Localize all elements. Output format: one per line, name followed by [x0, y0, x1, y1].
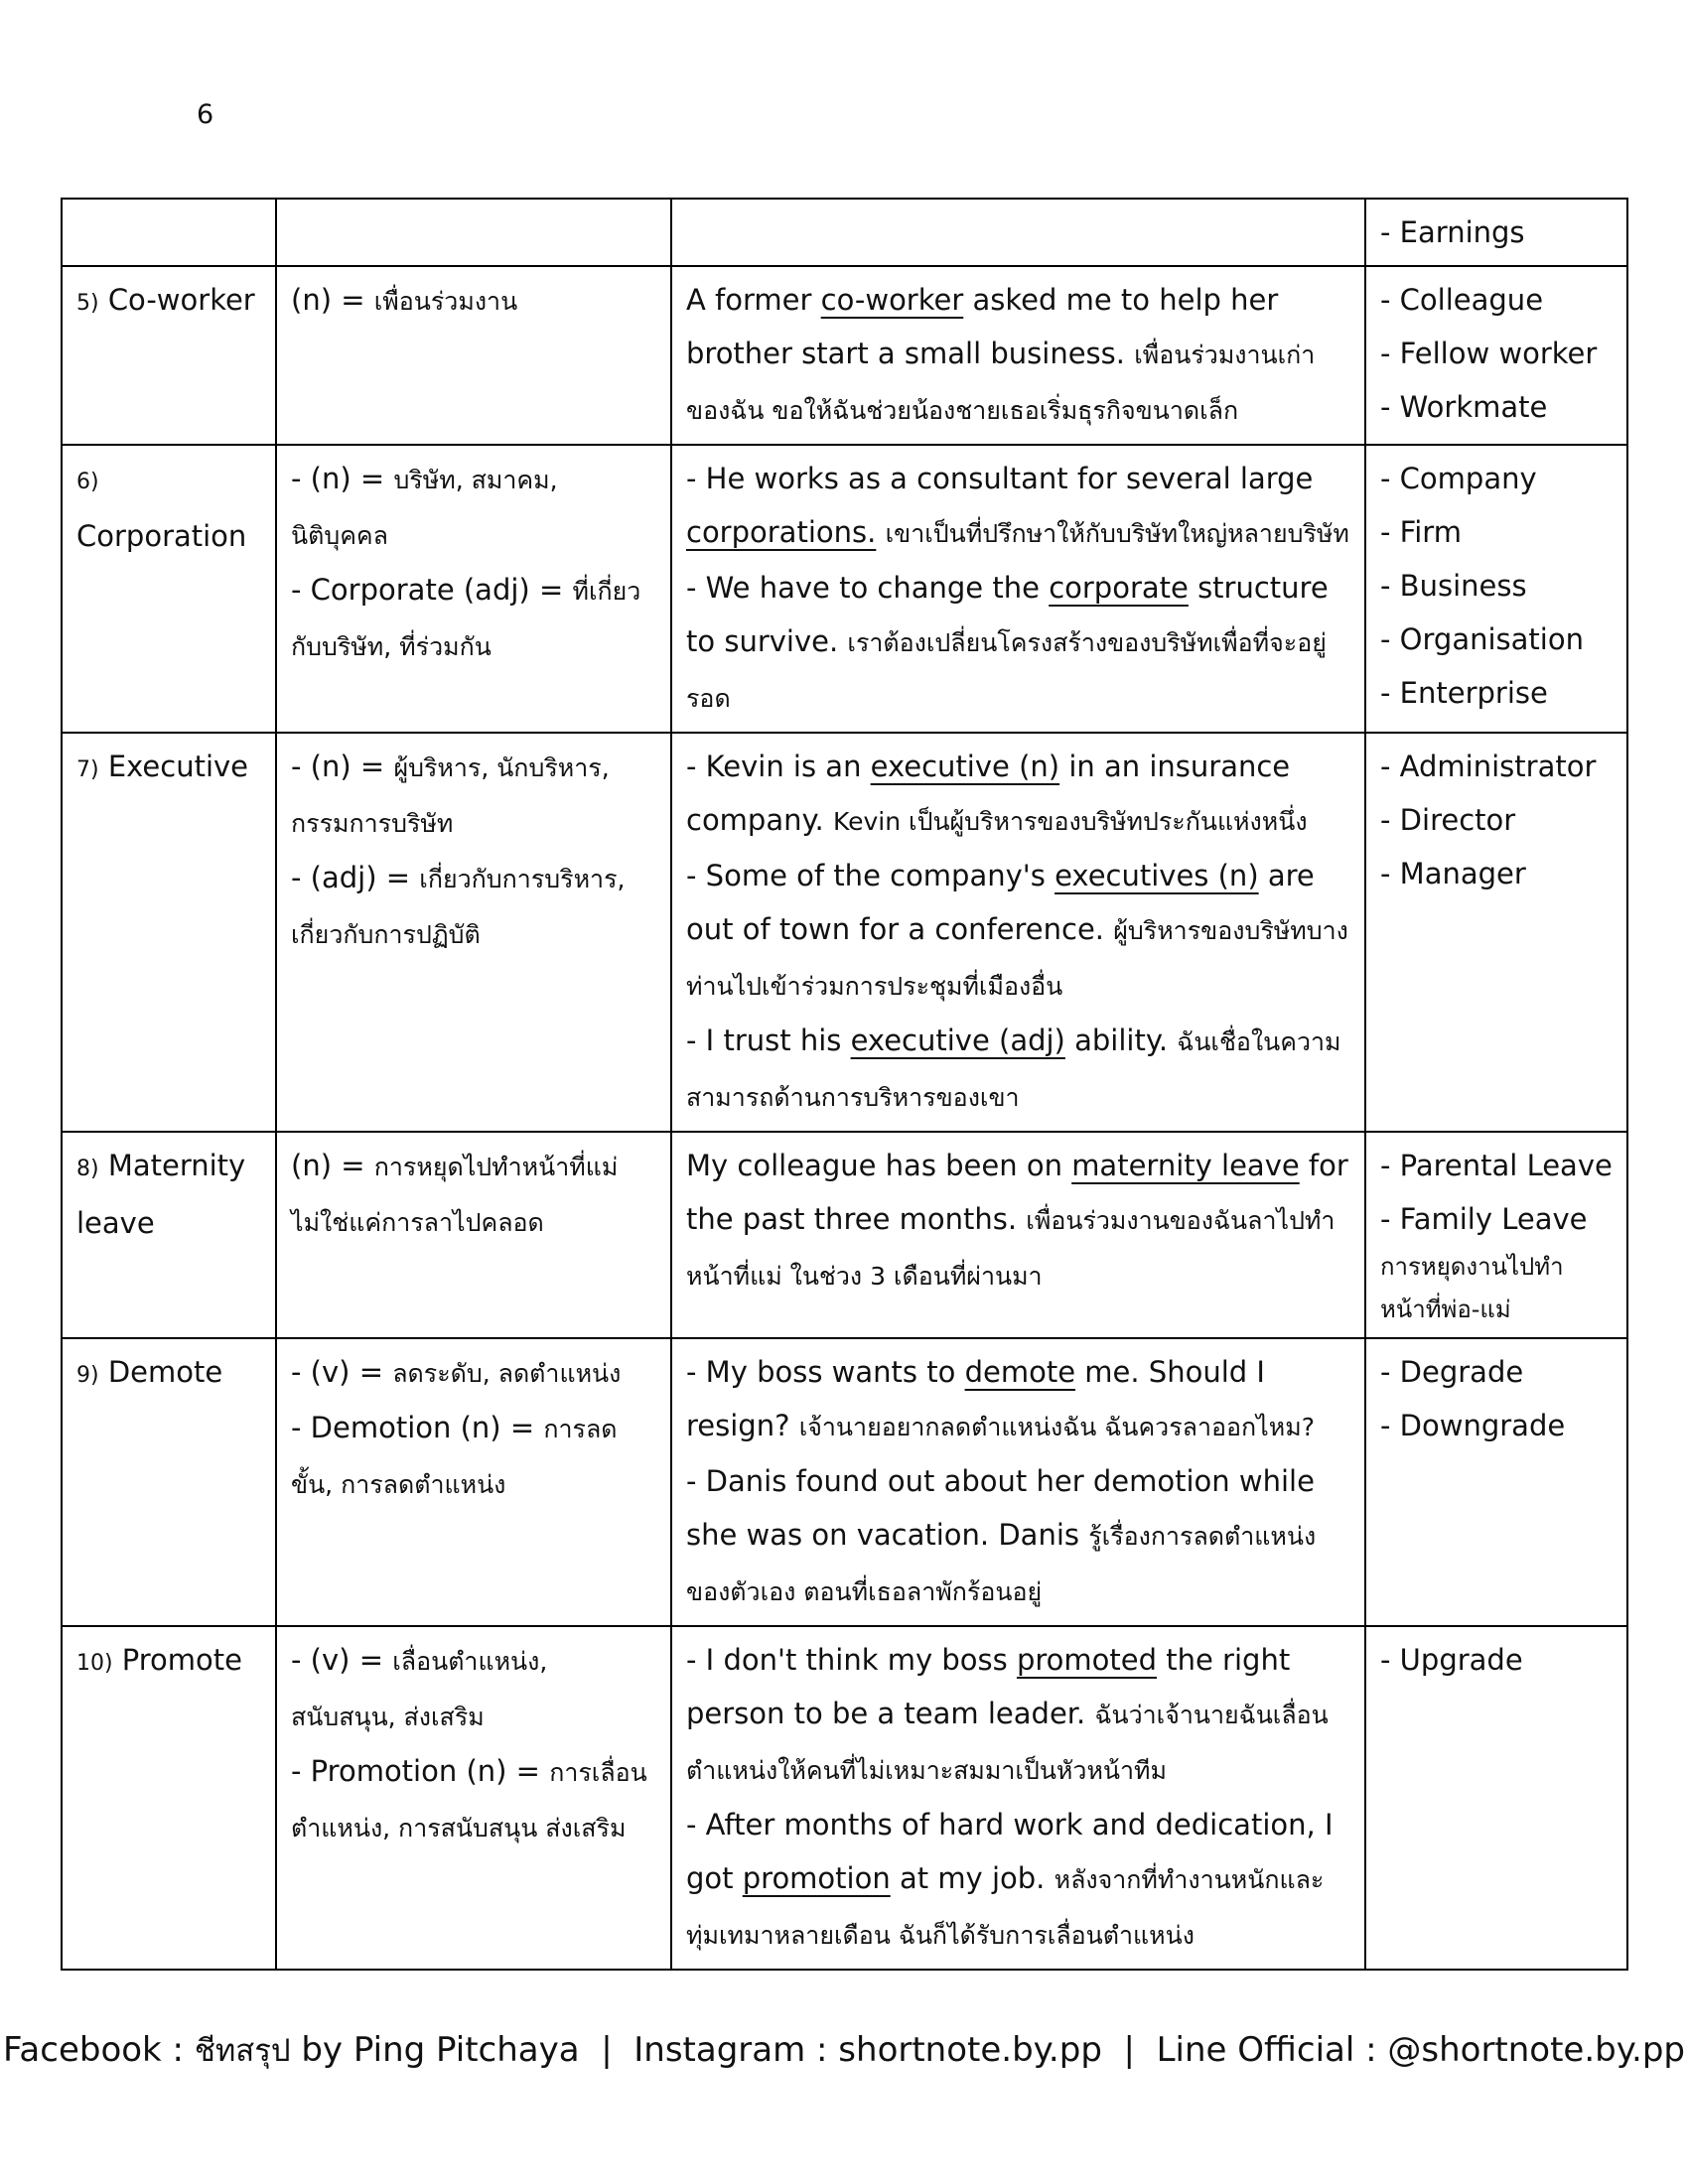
example-thai: เจ้านายอยากลดตำแหน่งฉัน ฉันควรลาออกไหม?: [798, 1413, 1315, 1441]
term-cell: [62, 1338, 276, 1626]
synonym-item: - Director: [1380, 803, 1516, 837]
synonym-item: - Downgrade: [1380, 1409, 1566, 1442]
table-row: [62, 733, 1627, 1132]
synonym-item: - Degrade: [1380, 1355, 1524, 1389]
example-underlined-term: corporate: [1049, 571, 1189, 605]
example-text: - I trust his: [686, 1024, 851, 1057]
table-row: [62, 199, 1627, 266]
example-sentence: [686, 273, 1350, 438]
example-sentence: [686, 452, 1350, 561]
synonym-item: - Parental Leave: [1380, 1149, 1613, 1182]
example-cell: [671, 199, 1365, 266]
definition-line: [291, 563, 656, 674]
definition-cell: [276, 1626, 671, 1970]
example-underlined-term: maternity leave: [1071, 1149, 1300, 1182]
synonyms-cell: [1365, 733, 1627, 1132]
example-thai: เพื่อนร่วมงานของฉันลาไปทำหน้าที่แม่ ในช่วง 3 เดือนที่ผ่านมา: [686, 1206, 1336, 1291]
synonym-item: - Upgrade: [1380, 1643, 1523, 1677]
synonym-thai-note: การหยุดงานไปทำหน้าที่พ่อ-แม่: [1380, 1253, 1564, 1323]
example-text-end: ability.: [1064, 1024, 1169, 1057]
example-underlined-term: executives (n): [1055, 859, 1259, 892]
term-number: 8): [76, 1157, 99, 1181]
synonym-item: - Organisation: [1380, 622, 1584, 656]
example-text: - Some of the company's: [686, 859, 1055, 892]
example-thai: เพื่อนร่วมงานเก่าของฉัน ขอให้ฉันช่วยน้องชายเธอเริ่มธุรกิจขนาดเล็ก: [686, 341, 1316, 425]
example-text: - After months of hard work and dedication, I got: [686, 1808, 1334, 1895]
synonyms-cell: [1365, 1338, 1627, 1626]
definition-en: - (adj) =: [291, 861, 420, 894]
example-text-end: me. Should I resign?: [686, 1355, 1265, 1442]
definition-thai: ผู้บริหาร, นักบริหาร, กรรมการบริษัท: [291, 753, 610, 838]
example-text: - He works as a consultant for several large: [686, 462, 1314, 495]
definition-cell: [276, 1132, 671, 1338]
definition-en: - (v) =: [291, 1643, 393, 1677]
term-number: 10): [76, 1651, 113, 1676]
example-thai: ฉันว่าเจ้านายฉันเลื่อนตำแหน่งให้คนที่ไม่เหมาะสมมาเป็นหัวหน้าทีม: [686, 1701, 1329, 1785]
example-underlined-term: corporations.: [686, 515, 877, 549]
definition-line: [291, 452, 656, 563]
definition-thai: ที่เกี่ยวกับบริษัท, ที่ร่วมกัน: [291, 577, 641, 661]
example-underlined-term: co-worker: [820, 283, 964, 317]
synonyms-cell: [1365, 1626, 1627, 1970]
definition-line: [291, 851, 656, 962]
example-thai: ผู้บริหารของบริษัทบางท่านไปเข้าร่วมการประชุมที่เมืองอื่น: [686, 916, 1348, 1001]
synonym-item: - Family Leave: [1380, 1202, 1588, 1236]
footer-contacts: by Ping Pitchaya | Instagram : shortnote.by.pp | Line Official : @shortnote.by.pp: [290, 2030, 1685, 2070]
definition-cell: [276, 199, 671, 266]
term-number: 5): [76, 291, 99, 316]
definition-thai: การหยุดไปทำหน้าที่แม่ ไม่ใช่แค่การลาไปคลอด: [291, 1153, 619, 1237]
definition-en: - Promotion (n) =: [291, 1754, 550, 1788]
synonym-item: - Manager: [1380, 857, 1526, 890]
example-cell: [671, 1338, 1365, 1626]
term-cell: [62, 266, 276, 445]
term-word: Corporation: [76, 519, 247, 553]
page-number: 6: [197, 99, 214, 130]
example-text-end: in an insurance company.: [686, 750, 1291, 837]
term-word: Executive: [107, 750, 249, 783]
term-word: Promote: [121, 1643, 243, 1677]
example-cell: [671, 733, 1365, 1132]
term-cell: [62, 445, 276, 733]
definition-thai: เกี่ยวกับการบริหาร, เกี่ยวกับการปฏิบัติ: [291, 865, 626, 949]
definition-thai: การลดขั้น, การลดตำแหน่ง: [291, 1415, 618, 1499]
synonym-item: - Colleague: [1380, 283, 1544, 317]
term-word: Co-worker: [107, 283, 255, 317]
example-sentence: [686, 1454, 1350, 1619]
footer-facebook-label: Facebook :: [2, 2030, 195, 2070]
synonyms-cell: [1365, 445, 1627, 733]
term-number: 6): [76, 470, 99, 494]
definition-en: - Demotion (n) =: [291, 1411, 544, 1444]
definition-thai: บริษัท, สมาคม, นิติบุคคล: [291, 466, 558, 550]
definition-en: (n) =: [291, 1149, 374, 1182]
synonym-item: - Fellow worker: [1380, 337, 1598, 370]
example-thai: รู้เรื่องการลดตำแหน่งของตัวเอง ตอนที่เธอลาพักร้อนอยู่: [686, 1522, 1317, 1606]
example-text: - Danis found out about her demotion while she was on vacation. Danis: [686, 1464, 1315, 1552]
synonyms-cell: [1365, 1132, 1627, 1338]
example-underlined-term: executive (n): [870, 750, 1060, 783]
example-thai: เราต้องเปลี่ยนโครงสร้างของบริษัทเพื่อที่จะอยู่รอด: [686, 628, 1327, 713]
example-thai: หลังจากที่ทำงานหนักและทุ่มเทมาหลายเดือน ฉันก็ได้รับการเลื่อนตำแหน่ง: [686, 1865, 1325, 1950]
example-sentence: [686, 1139, 1350, 1303]
term-word: Maternity leave: [76, 1149, 246, 1240]
example-text: - Kevin is an: [686, 750, 871, 783]
definition-thai: เพื่อนร่วมงาน: [373, 287, 518, 316]
synonym-item: - Administrator: [1380, 750, 1597, 783]
example-sentence: [686, 740, 1350, 849]
synonym-item: - Workmate: [1380, 390, 1548, 424]
term-cell: [62, 1626, 276, 1970]
example-sentence: [686, 849, 1350, 1014]
definition-cell: [276, 266, 671, 445]
example-text: A former: [686, 283, 821, 317]
definition-line: [291, 1633, 656, 1744]
term-number: 7): [76, 757, 99, 782]
table-row: [62, 445, 1627, 733]
example-cell: [671, 1132, 1365, 1338]
term-cell: [62, 199, 276, 266]
example-underlined-term: promotion: [742, 1861, 891, 1895]
definition-en: - Corporate (adj) =: [291, 573, 573, 607]
example-underlined-term: executive (adj): [850, 1024, 1065, 1057]
example-text: - We have to change the: [686, 571, 1050, 605]
synonym-item: - Enterprise: [1380, 676, 1548, 710]
example-sentence: [686, 1798, 1350, 1963]
example-text-end: asked me to help her brother start a small business.: [686, 283, 1279, 370]
example-cell: [671, 266, 1365, 445]
footer-social-links: [0, 2025, 1688, 2075]
example-thai: Kevin เป็นผู้บริหารของบริษัทประกันแห่งหนึ่ง: [832, 807, 1308, 836]
synonym-item: - Earnings: [1380, 215, 1525, 249]
synonym-item: - Firm: [1380, 515, 1462, 549]
example-thai: ฉันเชื่อในความสามารถด้านการบริหารของเขา: [686, 1027, 1341, 1112]
vocabulary-table: [61, 198, 1628, 1971]
synonyms-cell: [1365, 199, 1627, 266]
example-text: My colleague has been on: [686, 1149, 1072, 1182]
definition-line: [291, 1345, 656, 1401]
definition-line: [291, 740, 656, 851]
example-cell: [671, 1626, 1365, 1970]
table-row: [62, 1626, 1627, 1970]
table-row: [62, 266, 1627, 445]
definition-thai: การเลื่อนตำแหน่ง, การสนับสนุน ส่งเสริม: [291, 1758, 647, 1843]
definition-cell: [276, 445, 671, 733]
example-text-end: structure to survive.: [686, 571, 1329, 658]
definition-en: (n) =: [291, 283, 374, 317]
table-row: [62, 1338, 1627, 1626]
definition-line: [291, 1139, 656, 1250]
term-number: 9): [76, 1363, 99, 1388]
example-text-end: for the past three months.: [686, 1149, 1348, 1236]
example-underlined-term: promoted: [1016, 1643, 1158, 1677]
synonym-item: - Company: [1380, 462, 1537, 495]
synonyms-cell: [1365, 266, 1627, 445]
example-cell: [671, 445, 1365, 733]
example-text-end: at my job.: [890, 1861, 1046, 1895]
term-word: Demote: [107, 1355, 223, 1389]
definition-en: - (n) =: [291, 462, 394, 495]
term-cell: [62, 733, 276, 1132]
term-cell: [62, 1132, 276, 1338]
table-row: [62, 1132, 1627, 1338]
definition-thai: ลดระดับ, ลดตำแหน่ง: [392, 1359, 622, 1388]
definition-line: [291, 1744, 656, 1855]
example-sentence: [686, 1633, 1350, 1798]
definition-cell: [276, 733, 671, 1132]
definition-en: - (v) =: [291, 1355, 393, 1389]
example-sentence: [686, 1345, 1350, 1454]
example-sentence: [686, 1014, 1350, 1125]
example-text: - I don't think my boss: [686, 1643, 1017, 1677]
example-underlined-term: demote: [964, 1355, 1076, 1389]
definition-line: [291, 1401, 656, 1512]
definition-cell: [276, 1338, 671, 1626]
example-thai: เขาเป็นที่ปรึกษาให้กับบริษัทใหญ่หลายบริษัท: [885, 519, 1349, 548]
example-text-end: are out of town for a conference.: [686, 859, 1315, 946]
definition-line: [291, 273, 656, 329]
footer-facebook-thai: ชีทสรุป: [194, 2033, 291, 2069]
synonym-item: - Business: [1380, 569, 1527, 603]
example-text-end: the right person to be a team leader.: [686, 1643, 1291, 1730]
definition-thai: เลื่อนตำแหน่ง, สนับสนุน, ส่งเสริม: [291, 1647, 548, 1731]
example-sentence: [686, 561, 1350, 726]
example-text: - My boss wants to: [686, 1355, 965, 1389]
definition-en: - (n) =: [291, 750, 394, 783]
